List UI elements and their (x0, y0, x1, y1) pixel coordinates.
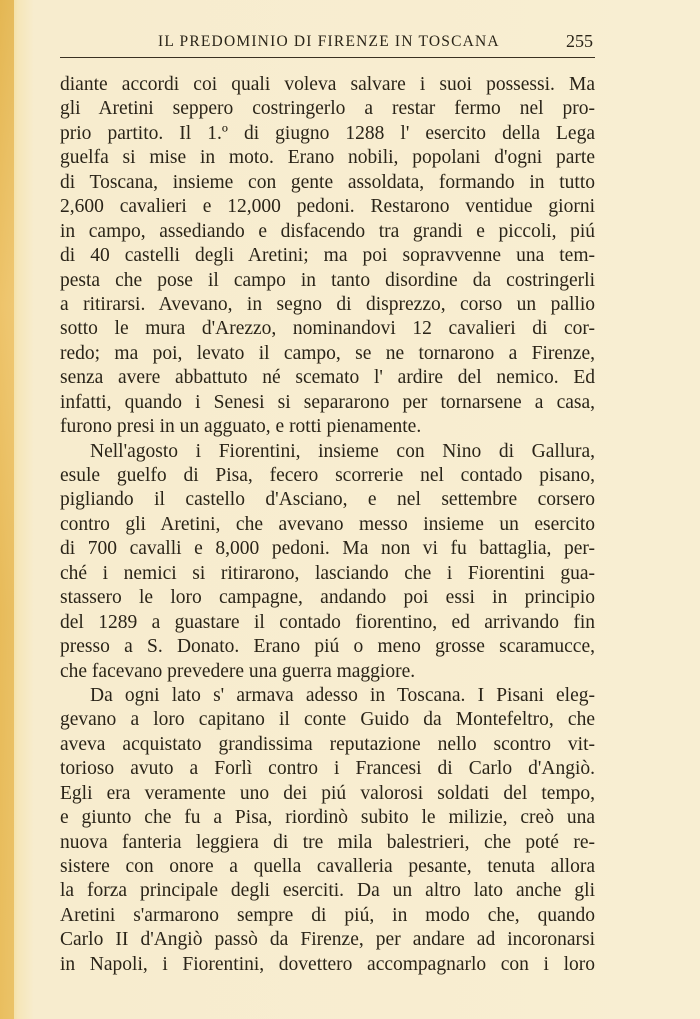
text-line: la forza principale degli eserciti. Da un altro lato anche gli (60, 880, 595, 902)
text-line: Aretini s'armarono sempre di piú, in modo che, quando (60, 904, 595, 926)
text-line: senza avere abbattuto né scemato l' ardire del nemico. Ed (60, 367, 595, 389)
text-line: esule guelfo di Pisa, fecero scorrerie nel contado pisano, (60, 465, 595, 486)
text-line: del 1289 a guastare il contado fiorentino, ed arrivando fin (60, 611, 595, 633)
text-line: ché i nemici si ritirarono, lasciando che i Fiorentini gua- (60, 562, 595, 584)
text-line: sotto le mura d'Arezzo, nominandovi 12 cavalieri di cor- (60, 318, 595, 340)
text-line: gevano a loro capitano il conte Guido da Montefeltro, che (60, 709, 595, 731)
text-line: presso a S. Donato. Erano piú o meno grosse scaramucce, (60, 636, 595, 658)
text-line: di Toscana, insieme con gente assoldata, formando in tutto (60, 171, 595, 193)
text-line: sistere con onore a quella cavalleria pesante, tenuta allora (60, 856, 595, 877)
page-edge-stain (0, 0, 14, 1019)
paragraph-start-line: Da ogni lato s' armava adesso in Toscana. I Pisani eleg- (90, 684, 595, 706)
header-rule (60, 57, 595, 58)
text-line: Carlo II d'Angiò passò da Firenze, per andare ad incoronarsi (60, 929, 595, 951)
text-line: infatti, quando i Senesi si separarono per tornarsene a casa, (60, 391, 595, 413)
text-line: diante accordi coi quali voleva salvare i suoi possessi. Ma (60, 74, 595, 95)
text-line: in Napoli, i Fiorentini, dovettero accompagnarlo con i loro (60, 953, 595, 975)
paragraph-start-line: Nell'agosto i Fiorentini, insieme con Nino di Gallura, (90, 440, 595, 462)
text-line: aveva acquistato grandissima reputazione nello scontro vit- (60, 733, 595, 755)
paragraph-end-line: che facevano prevedere una guerra maggiore. (60, 660, 416, 682)
text-line: gli Aretini seppero costringerlo a restar fermo nel pro- (60, 98, 595, 120)
page-header (60, 30, 595, 60)
page-number: 255 (566, 31, 593, 51)
text-line: a ritirarsi. Avevano, in segno di disprezzo, corso un pallio (60, 293, 595, 315)
text-line: e giunto che fu a Pisa, riordinò subito le milizie, creò una (60, 807, 595, 829)
text-line: redo; ma poi, levato il campo, se ne tornarono a Firenze, (60, 342, 595, 364)
text-line: pigliando il castello d'Asciano, e nel settembre corsero (60, 489, 595, 511)
paragraph-end-line: furono presi in un agguato, e rotti pienamente. (60, 416, 422, 438)
text-line: di 700 cavalli e 8,000 pedoni. Ma non vi fu battaglia, per- (60, 538, 595, 560)
text-line: pesta che pose il campo in tanto disordine da costringerli (60, 269, 595, 291)
text-line: contro gli Aretini, che avevano messo insieme un esercito (60, 513, 595, 535)
running-head: IL PREDOMINIO DI FIRENZE IN TOSCANA (158, 33, 500, 50)
text-line: 2,600 cavalieri e 12,000 pedoni. Restarono ventidue giorni (60, 196, 595, 218)
body-text (60, 73, 595, 977)
text-line: torioso avuto a Forlì contro i Francesi di Carlo d'Angiò. (60, 758, 595, 780)
text-line: prio partito. Il 1.º di giugno 1288 l' esercito della Lega (60, 122, 595, 144)
text-line: stassero le loro campagne, andando poi essi in principio (60, 587, 595, 609)
text-line: nuova fanteria leggiera di tre mila balestrieri, che poté re- (60, 831, 595, 853)
text-line: Egli era veramente uno dei piú valorosi soldati del tempo, (60, 782, 595, 804)
text-line: in campo, assediando e disfacendo tra grandi e piccoli, piú (60, 220, 595, 242)
text-line: guelfa si mise in moto. Erano nobili, popolani d'ogni parte (60, 147, 595, 169)
text-line: di 40 castelli degli Aretini; ma poi sopravvenne una tem- (60, 245, 595, 267)
